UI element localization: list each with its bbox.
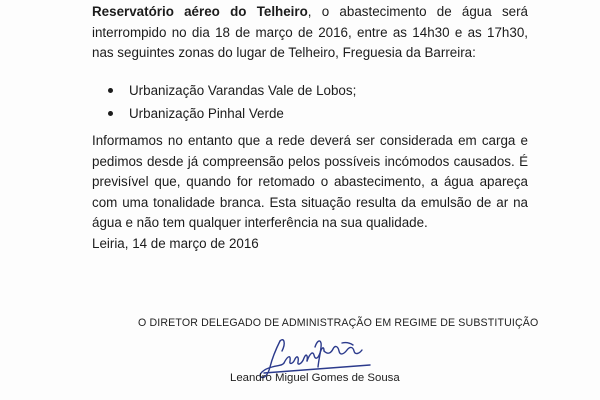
list-item xyxy=(108,79,356,102)
bullet-icon xyxy=(108,88,113,93)
reservoir-name: Reservatório aéreo do Telheiro xyxy=(92,4,308,19)
bullet-icon xyxy=(108,111,113,116)
affected-zones-list xyxy=(108,79,356,125)
signatory-name: Leandro Miguel Gomes de Sousa xyxy=(230,372,400,384)
zone-label: Urbanização Pinhal Verde xyxy=(129,106,284,121)
information-paragraph: Informamos no entanto que a rede deverá ser considerada em carga e pedimos desde já compreensão pelos possíveis incómodos causados. É previsível que, quando for retomado o abastecimento, a água apareça com uma tonalidade branca. Esta situação resulta da emulsão de ar na água e não tem qualquer interferência na sua qualidade. xyxy=(92,133,528,230)
list-item xyxy=(108,102,356,125)
zone-label: Urbanização Varandas Vale de Lobos; xyxy=(129,83,357,98)
interruption-details: , o abastecimento de água será interrompido no dia 18 de março de 2016, entre as 14h30 e as 17h30, nas seguintes zonas do lugar de Telheiro, Freguesia da Barreira: xyxy=(92,4,528,60)
place-and-date: Leiria, 14 de março de 2016 xyxy=(92,236,259,251)
signatory-title: O DIRETOR DELEGADO DE ADMINISTRAÇÃO EM REGIME DE SUBSTITUIÇÃO xyxy=(138,317,539,329)
interruption-paragraph xyxy=(92,2,528,64)
